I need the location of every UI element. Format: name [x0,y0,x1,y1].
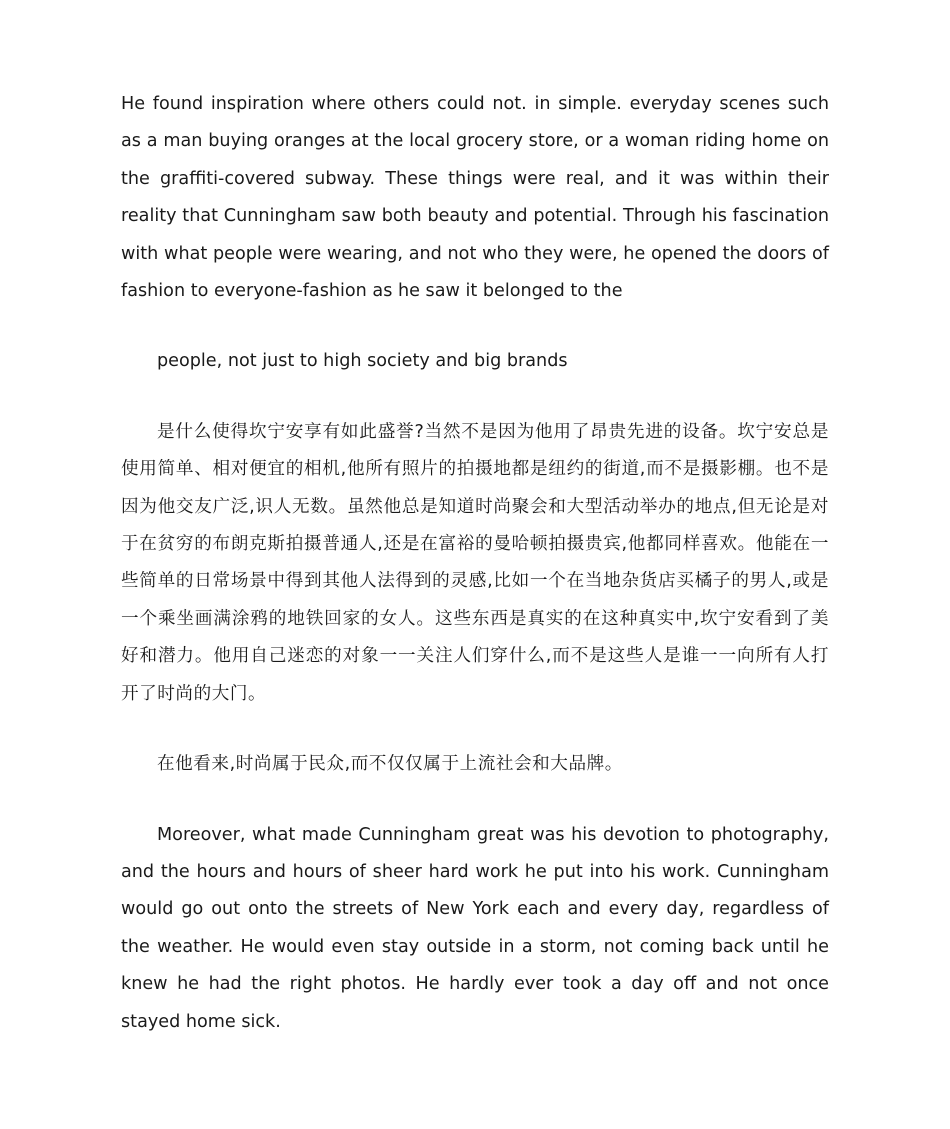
paragraph-english-devotion: Moreover, what made Cunningham great was his devotion to photography, and the hours and hours of sheer hard work he put into his work. Cunningham would go out onto the streets of New York each and every day, regardless of the weather. He would even stay outside in a storm, not coming back until he knew he had the right photos. He hardly ever took a day off and not once stayed home sick. [121,824,829,1032]
paragraph-chinese-reputation: 是什么使得坎宁安享有如此盛誉?当然不是因为他用了昂贵先进的设备。坎宁安总是使用简单、相对便宜的相机,他所有照片的拍摄地都是纽约的街道,而不是摄影棚。也不是因为他交友广泛,识人无数。虽然他总是知道时尚聚会和大型活动举办的地点,但无论是对于在贫穷的布朗克斯拍摄普通人,还是在富裕的曼哈顿拍摄贵宾,他都同样喜欢。他能在一些简单的日常场景中得到其他人法得到的灵感,比如一个在当地杂货店买橘子的男人,或是一个乘坐画满涂鸦的地铁回家的女人。这些东西是真实的在这种真实中,坎宁安看到了美好和潜力。他用自己迷恋的对象一一关注人们穿什么,而不是这些人是谁一一向所有人打开了时尚的大门。 [121,421,829,704]
paragraph-chinese-fashion: 在他看来,时尚属于民众,而不仅仅属于上流社会和大品牌。 [157,754,623,775]
document-page [121,86,829,1041]
paragraph-english-people: people, not just to high society and big brands [157,351,568,372]
paragraph-english-inspiration: He found inspiration where others could not. in simple. everyday scenes such as a man buying oranges at the local grocery store, or a woman riding home on the graffiti-covered subway. These things were real, and it was within their reality that Cunningham saw both beauty and potential. Through his fascination with what people were wearing, and not who they were, he opened the doors of fashion to everyone-fashion as he saw it belonged to the [121,94,829,302]
